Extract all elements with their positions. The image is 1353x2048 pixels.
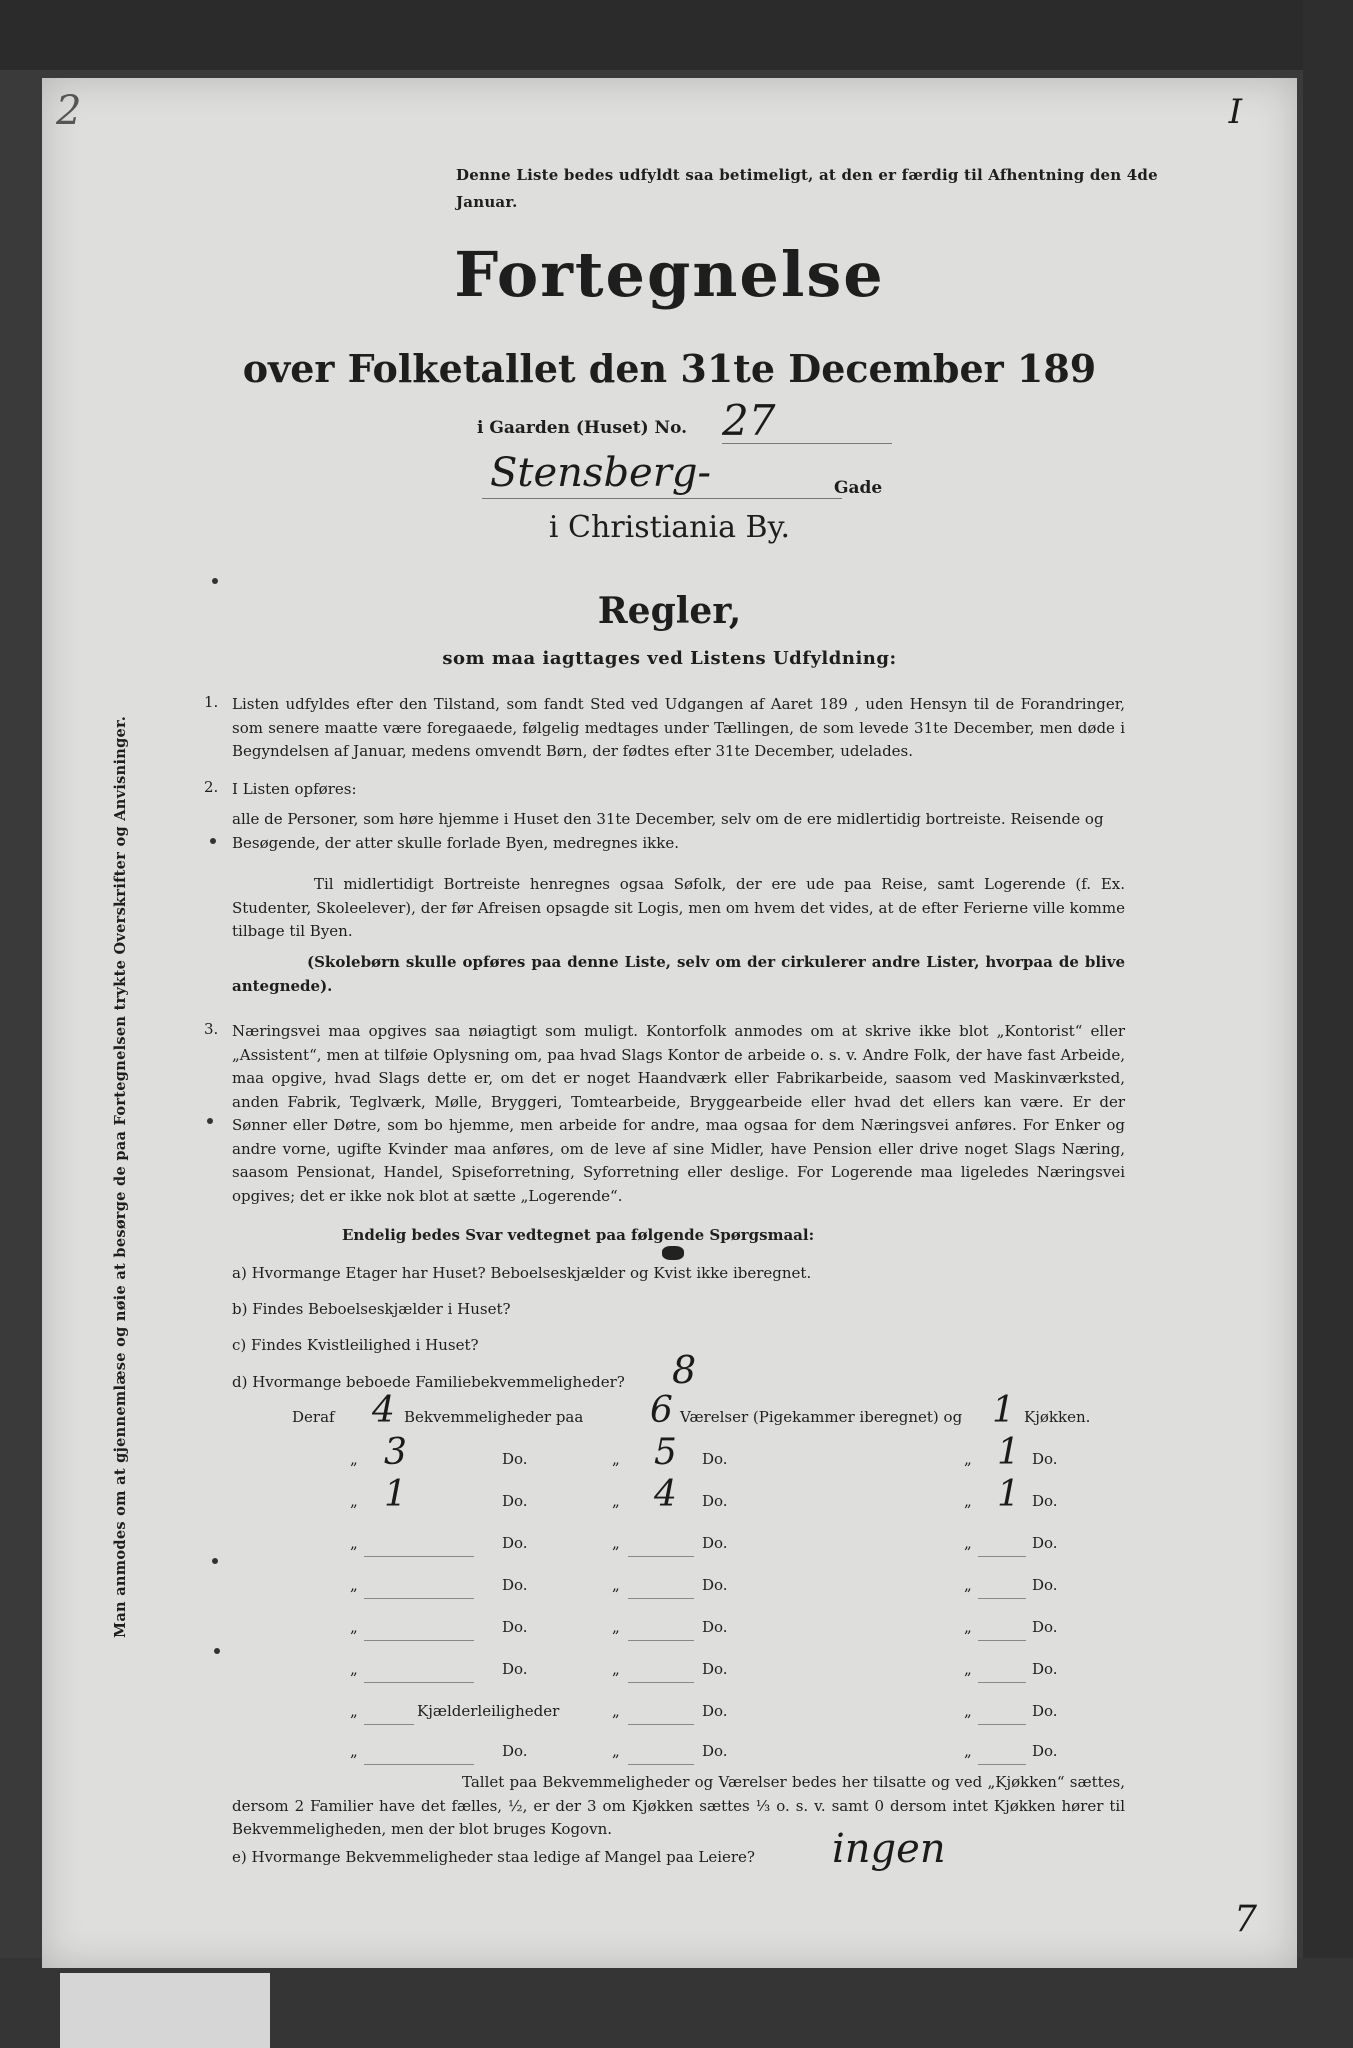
rooms-count: 1 xyxy=(384,1474,407,1515)
ditto-mark: „ xyxy=(612,1576,620,1594)
rule-number: 2. xyxy=(204,778,219,796)
ditto-mark: „ xyxy=(350,1576,358,1594)
ditto-mark: „ xyxy=(350,1702,358,1720)
page-corner-roman: I xyxy=(1228,92,1242,132)
ink-blot xyxy=(662,1246,684,1260)
ditto-mark: „ xyxy=(612,1618,620,1636)
rule-2-intro: I Listen opføres: xyxy=(232,780,357,798)
form-instruction: Denne Liste bedes udfyldt saa betimeligt, at den er færdig til Afhentning den 4de Januar. xyxy=(456,166,1158,211)
rules-subheading: som maa iagttages ved Listens Udfyldning: xyxy=(442,648,897,669)
ditto-label: Do. xyxy=(702,1660,728,1678)
ink-speck xyxy=(214,1648,220,1654)
ditto-mark: „ xyxy=(612,1742,620,1760)
ditto-label: Do. xyxy=(702,1742,728,1760)
ink-speck xyxy=(207,1118,213,1124)
ditto-mark: „ xyxy=(964,1492,972,1510)
scan-frame-right xyxy=(1303,0,1353,2048)
rooms-rooms: 6 xyxy=(650,1390,673,1431)
question-e: e) Hvormange Bekvemmeligheder staa ledige af Mangel paa Leiere? xyxy=(232,1848,755,1866)
rooms-kitchen: 1 xyxy=(997,1432,1020,1473)
rooms-rooms: 5 xyxy=(654,1432,677,1473)
ditto-mark: „ xyxy=(612,1534,620,1552)
rooms-row xyxy=(292,1474,1122,1532)
rooms-row-empty xyxy=(292,1576,1122,1616)
ditto-label: Do. xyxy=(702,1702,728,1720)
ditto-label: Do. xyxy=(1032,1450,1058,1468)
ditto-mark: „ xyxy=(964,1660,972,1678)
ditto-label: Do. xyxy=(502,1618,528,1636)
street-name-value: Stensberg- xyxy=(490,450,711,496)
question-b: b) Findes Beboelseskjælder i Huset? xyxy=(232,1300,511,1318)
rule-2-absent-text: Til midlertidigt Bortreiste henregnes ogsaa Søfolk, der ere ude paa Reise, samt Logerende (f. Ex. Studenter, Skoleelever), der før Afreisen opsagde sit Logis, men om hvem det vides, at de efter Ferierne ville komme tilbage til Byen. xyxy=(232,875,1125,940)
ink-speck xyxy=(210,838,216,844)
ditto-label: Do. xyxy=(1032,1660,1058,1678)
ditto-label: Do. xyxy=(1032,1576,1058,1594)
ditto-mark: „ xyxy=(612,1450,620,1468)
ditto-label: Do. xyxy=(1032,1702,1058,1720)
ditto-label: Do. xyxy=(502,1450,528,1468)
ditto-mark: „ xyxy=(964,1450,972,1468)
ditto-label: Do. xyxy=(502,1660,528,1678)
ditto-mark: „ xyxy=(612,1702,620,1720)
rooms-kjokken-label: Kjøkken. xyxy=(1024,1408,1091,1426)
scan-corner-label xyxy=(60,1973,270,2048)
ink-speck xyxy=(212,578,218,584)
ditto-mark: „ xyxy=(350,1534,358,1552)
ditto-label: Do. xyxy=(1032,1742,1058,1760)
house-number-label: i Gaarden (Huset) No. xyxy=(477,418,688,438)
rooms-row-kjaelder xyxy=(292,1702,1122,1742)
house-number-line xyxy=(722,443,892,444)
ink-speck xyxy=(212,1558,218,1564)
question-a: a) Hvormange Etager har Huset? Beboelseskjælder og Kvist ikke iberegnet. xyxy=(232,1264,812,1282)
ditto-label: Do. xyxy=(502,1534,528,1552)
rule-number: 3. xyxy=(204,1020,219,1038)
ditto-label: Do. xyxy=(702,1492,728,1510)
question-c: c) Findes Kvistleilighed i Huset? xyxy=(232,1336,479,1354)
rooms-bekv-label: Bekvemmeligheder paa xyxy=(404,1408,584,1426)
rule-2-schoolchildren-text: (Skolebørn skulle opføres paa denne Liste, selv om der cirkulerer andre Lister, hvorpaa de blive antegnede). xyxy=(232,953,1125,995)
question-e-answer: ingen xyxy=(832,1826,946,1872)
rooms-kitchen: 1 xyxy=(992,1390,1015,1431)
ditto-mark: „ xyxy=(612,1492,620,1510)
ditto-mark: „ xyxy=(964,1534,972,1552)
question-d: d) Hvormange beboede Familiebekvemmeligheder? xyxy=(232,1373,625,1391)
rooms-count: 4 xyxy=(372,1390,395,1431)
rooms-row-empty xyxy=(292,1618,1122,1658)
scan-frame-top xyxy=(0,0,1353,70)
kjaelder-label: Kjælderleiligheder xyxy=(417,1702,560,1720)
ditto-mark: „ xyxy=(964,1576,972,1594)
house-number-value: 27 xyxy=(722,396,776,445)
rooms-row-empty xyxy=(292,1660,1122,1700)
ditto-mark: „ xyxy=(350,1618,358,1636)
rooms-row-empty xyxy=(292,1534,1122,1574)
ditto-mark: „ xyxy=(612,1660,620,1678)
rule-2-text: alle de Personer, som høre hjemme i Huset den 31te December, selv om de ere midlertidig bortreiste. Reisende og Besøgende, der atter skulle forlade Byen, medregnes ikke. xyxy=(232,810,1104,852)
street-suffix-label: Gade xyxy=(834,478,883,498)
ditto-mark: „ xyxy=(350,1742,358,1760)
rooms-deraf-label: Deraf xyxy=(292,1408,335,1426)
rule-1-text: Listen udfyldes efter den Tilstand, som fandt Sted ved Udgangen af Aaret 189 , uden Hensyn til de Forandringer, som senere maatte være foregaaede, følgelig medtages under Tællingen, de som levede 31te December, men døde i Begyndelsen af Januar, medens omvendt Børn, der fødtes efter 31te December, udelades. xyxy=(232,695,1125,760)
street-name-line xyxy=(482,498,842,499)
ditto-label: Do. xyxy=(702,1450,728,1468)
ditto-mark: „ xyxy=(350,1492,358,1510)
ditto-label: Do. xyxy=(1032,1618,1058,1636)
ditto-label: Do. xyxy=(1032,1534,1058,1552)
margin-instruction: Man anmodes om at gjennemlæse og nøie at besørge de paa Fortegnelsen trykte Overskrifter og Anvisninger. xyxy=(112,715,129,1638)
ditto-label: Do. xyxy=(702,1534,728,1552)
rules-heading: Regler, xyxy=(597,590,742,632)
ditto-label: Do. xyxy=(702,1618,728,1636)
rule-number: 1. xyxy=(204,693,219,711)
ditto-label: Do. xyxy=(502,1492,528,1510)
ditto-label: Do. xyxy=(502,1576,528,1594)
question-d-answer: 8 xyxy=(672,1348,697,1392)
rooms-count: 3 xyxy=(384,1432,407,1473)
city-line: i Christiania By. xyxy=(548,510,791,545)
ditto-mark: „ xyxy=(964,1618,972,1636)
ditto-label: Do. xyxy=(702,1576,728,1594)
rule-3-text: Næringsvei maa opgives saa nøiagtigt som muligt. Kontorfolk anmodes om at skrive ikke blot „Kontorist“ eller „Assistent“, men at tilføie Oplysning om, paa hvad Slags Kontor de arbeide o. s. v. Andre Folk, der have fast Arbeide, maa opgive, hvad Slags dette er, om det er noget Haandværk eller Fabrikarbeide, saasom ved Maskinværksted, anden Fabrik, Teglværk, Mølle, Bryggeri, Tomtearbeide, Bryggearbeide eller hvad det ellers kan være. Er der Sønner eller Døtre, som bo hjemme, men arbeide for andre, maa ogsaa for dem Næringsvei anføres. For Enker og andre vorne, ugifte Kvinder maa anføres, om de leve af sine Midler, have Pension eller drive noget Slags Næring, saasom Pensionat, Handel, Spiseforretning, Syforretning eller deslige. For Logerende maa ligeledes Næringsvei opgives; det er ikke nok blot at sætte „Logerende“. xyxy=(232,1022,1125,1205)
ditto-label: Do. xyxy=(1032,1492,1058,1510)
form-title: Fortegnelse xyxy=(454,238,885,311)
bottom-mark: 7 xyxy=(1234,1899,1257,1940)
kitchen-note: Tallet paa Bekvemmeligheder og Værelser bedes her tilsatte og ved „Kjøkken“ sættes, dersom 2 Familier have det fælles, ½, er der 3 om Kjøkken sættes ⅓ o. s. v. samt 0 dersom intet Kjøkken hører til Bekvemmeligheden, men der blot bruges Kogovn. xyxy=(232,1773,1125,1838)
rooms-kitchen: 1 xyxy=(997,1474,1020,1515)
ditto-mark: „ xyxy=(964,1702,972,1720)
page-corner-number: 2 xyxy=(56,88,82,134)
ditto-mark: „ xyxy=(350,1450,358,1468)
census-form-page xyxy=(42,78,1297,1968)
rooms-vaerelser-label: Værelser (Pigekammer iberegnet) og xyxy=(680,1408,963,1426)
form-subtitle: over Folketallet den 31te December 189 xyxy=(242,346,1097,391)
ditto-label: Do. xyxy=(502,1742,528,1760)
questions-intro: Endelig bedes Svar vedtegnet paa følgende Spørgsmaal: xyxy=(342,1226,815,1244)
rooms-rooms: 4 xyxy=(654,1474,677,1515)
ditto-mark: „ xyxy=(964,1742,972,1760)
ditto-mark: „ xyxy=(350,1660,358,1678)
